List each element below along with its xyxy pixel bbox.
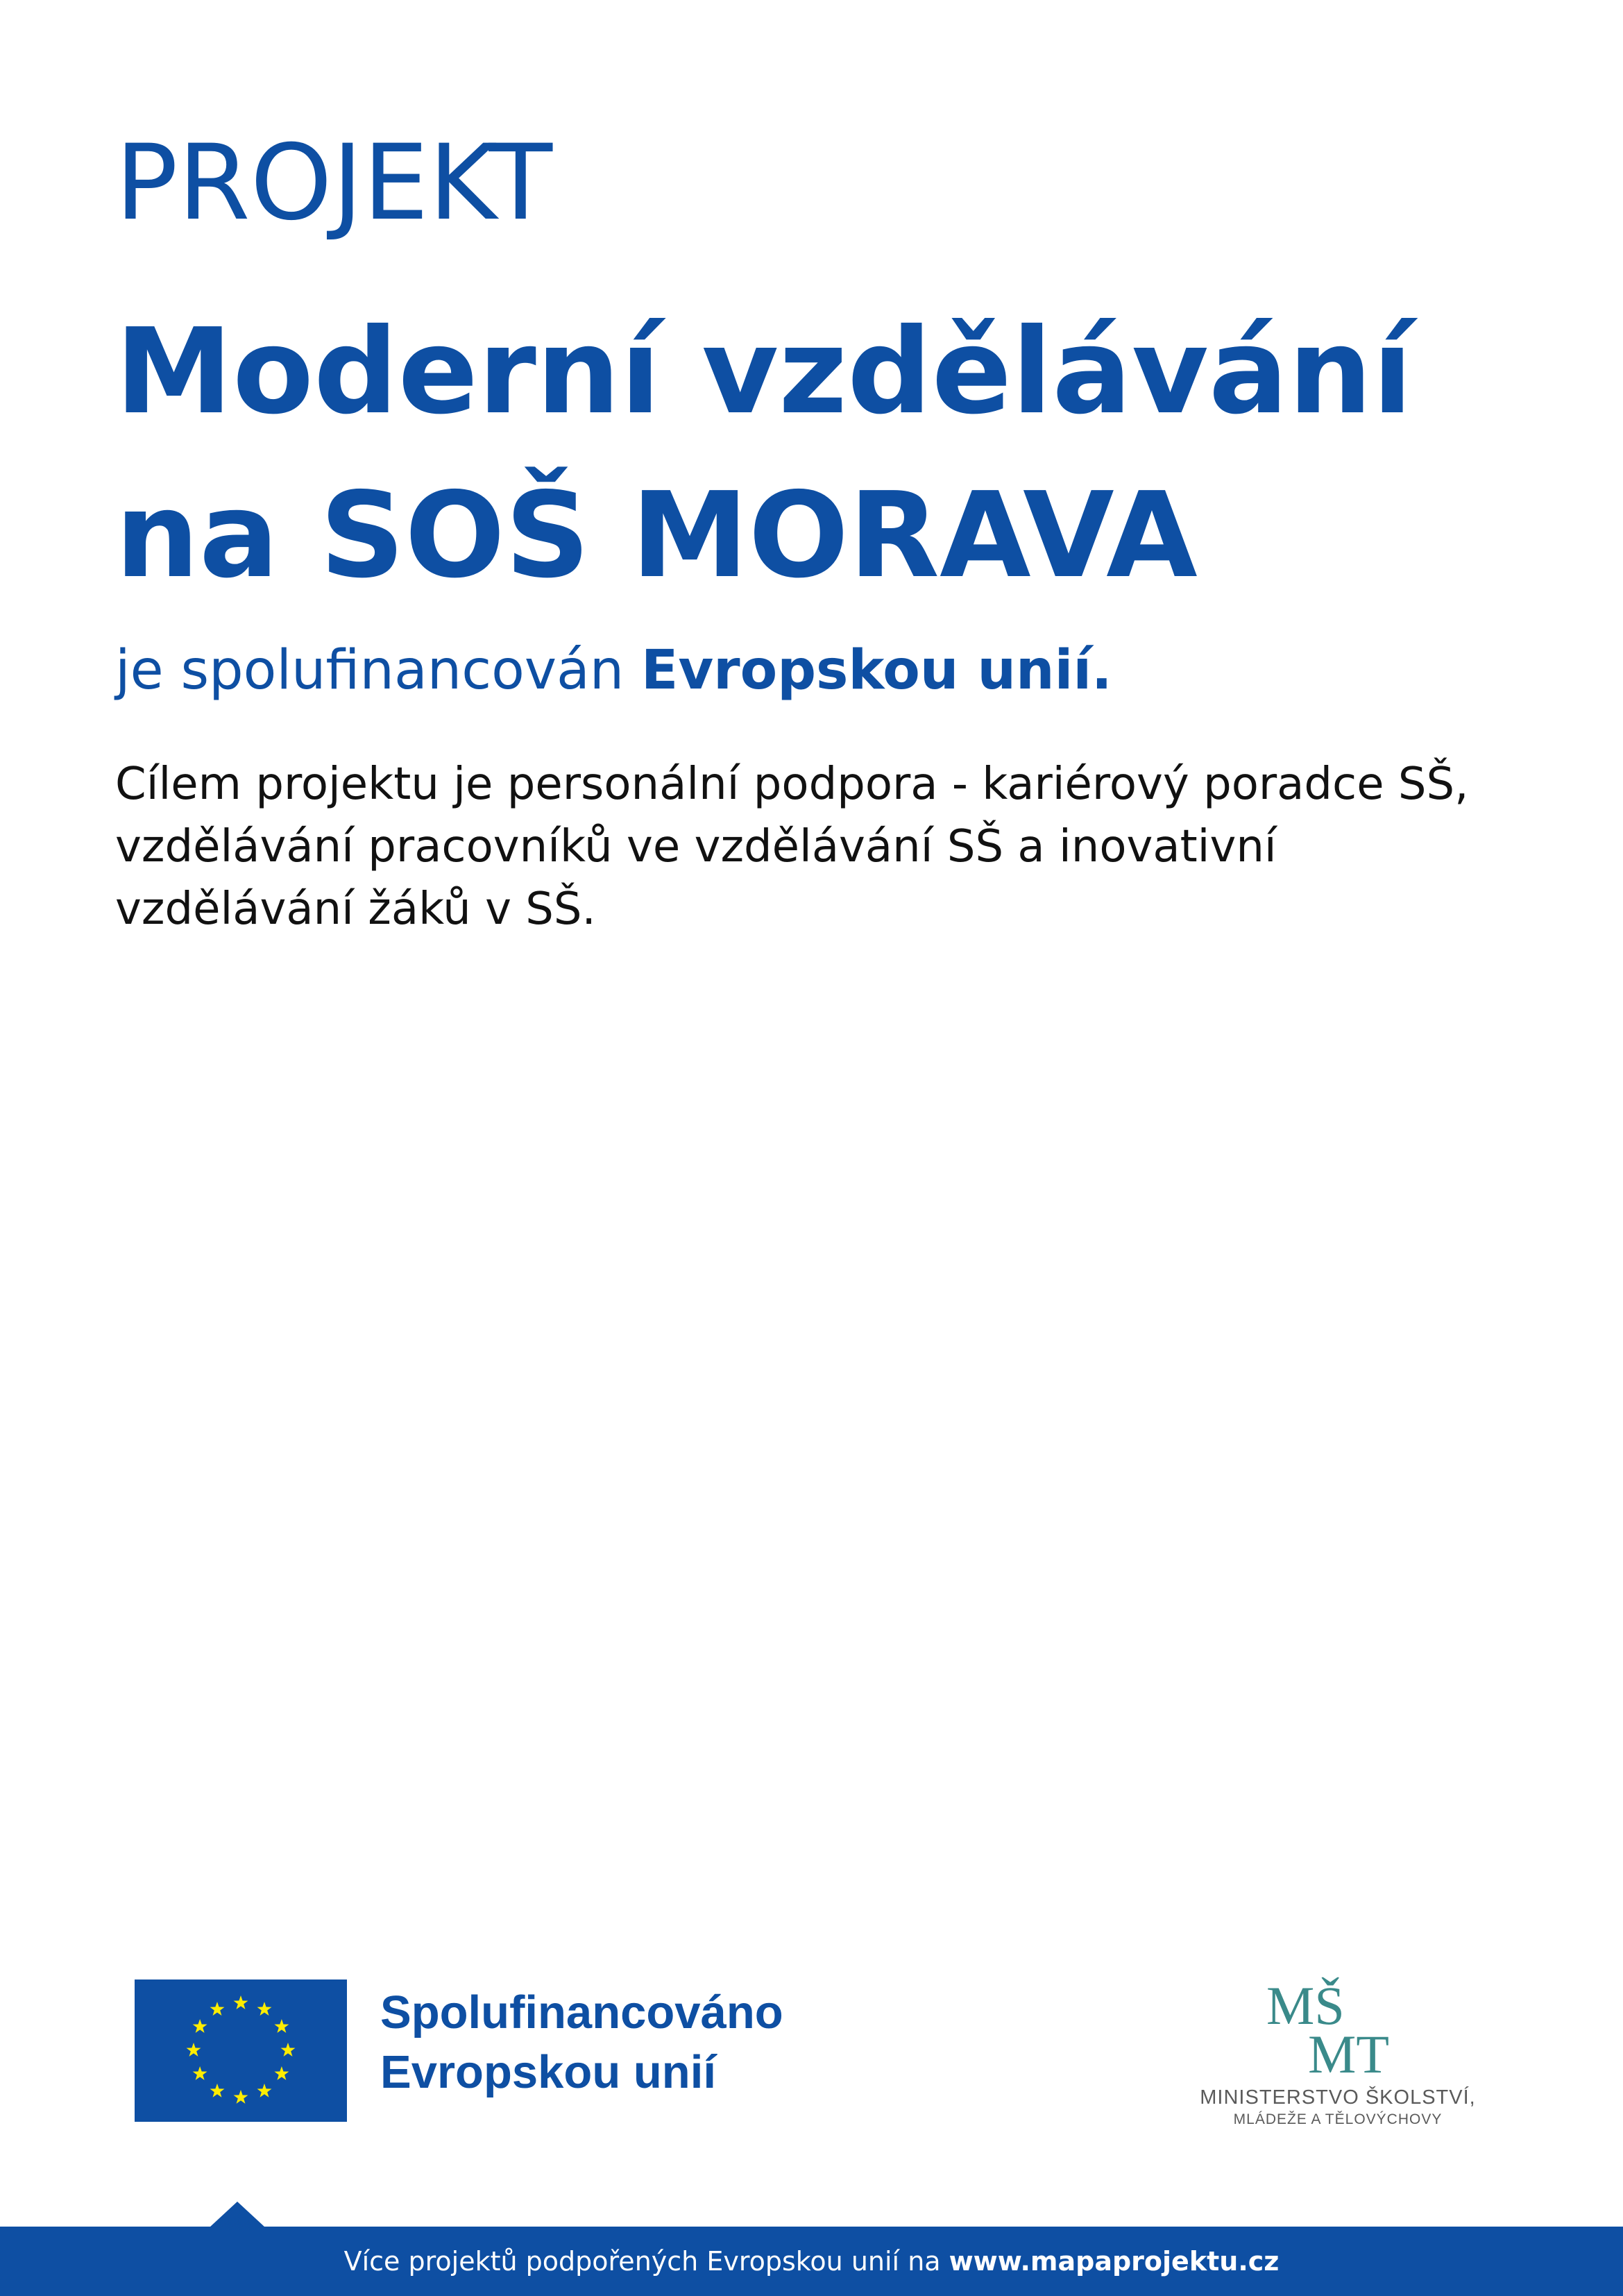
- eu-flag-icon: [135, 1980, 347, 2122]
- eu-cofinanced-text: [380, 1983, 783, 2102]
- description-line3: vzdělávání žáků v SŠ.: [115, 884, 596, 935]
- project-description: [115, 753, 1469, 940]
- msmt-monogram-bottom: MT: [1308, 2024, 1389, 2081]
- footer-notch: [210, 2202, 265, 2227]
- project-label: PROJEKT: [115, 123, 553, 244]
- project-title: [115, 290, 1413, 618]
- cofinanced-statement: [115, 636, 1112, 705]
- eu-text-line2: Evropskou unií: [380, 2046, 716, 2098]
- msmt-monogram-top: MŠ: [1266, 1977, 1345, 2036]
- msmt-caption: [1171, 2085, 1504, 2129]
- msmt-caption-line2: MLÁDEŽE A TĚLOVÝCHOVY: [1233, 2111, 1443, 2127]
- footer-label: Více projektů podpořených Evropskou unií na: [343, 2246, 941, 2277]
- project-title-line1: Moderní vzdělávání: [115, 303, 1413, 441]
- description-line2: vzdělávání pracovníků ve vzdělávání SŠ a inovativní: [115, 821, 1277, 872]
- cofinanced-prefix: je spolufinancován: [115, 639, 624, 702]
- footer-text: [0, 2227, 1623, 2296]
- project-title-line2: na SOŠ MORAVA: [115, 467, 1198, 605]
- cofinanced-bold: Evropskou unií.: [641, 639, 1112, 702]
- msmt-caption-line1: MINISTERSTVO ŠKOLSTVÍ,: [1200, 2086, 1476, 2109]
- description-line1: Cílem projektu je personální podpora - kariérový poradce SŠ,: [115, 759, 1469, 810]
- eu-text-line1: Spolufinancováno: [380, 1986, 783, 2038]
- footer-link[interactable]: www.mapaprojektu.cz: [949, 2246, 1280, 2277]
- msmt-logo-icon: [1259, 1977, 1419, 2081]
